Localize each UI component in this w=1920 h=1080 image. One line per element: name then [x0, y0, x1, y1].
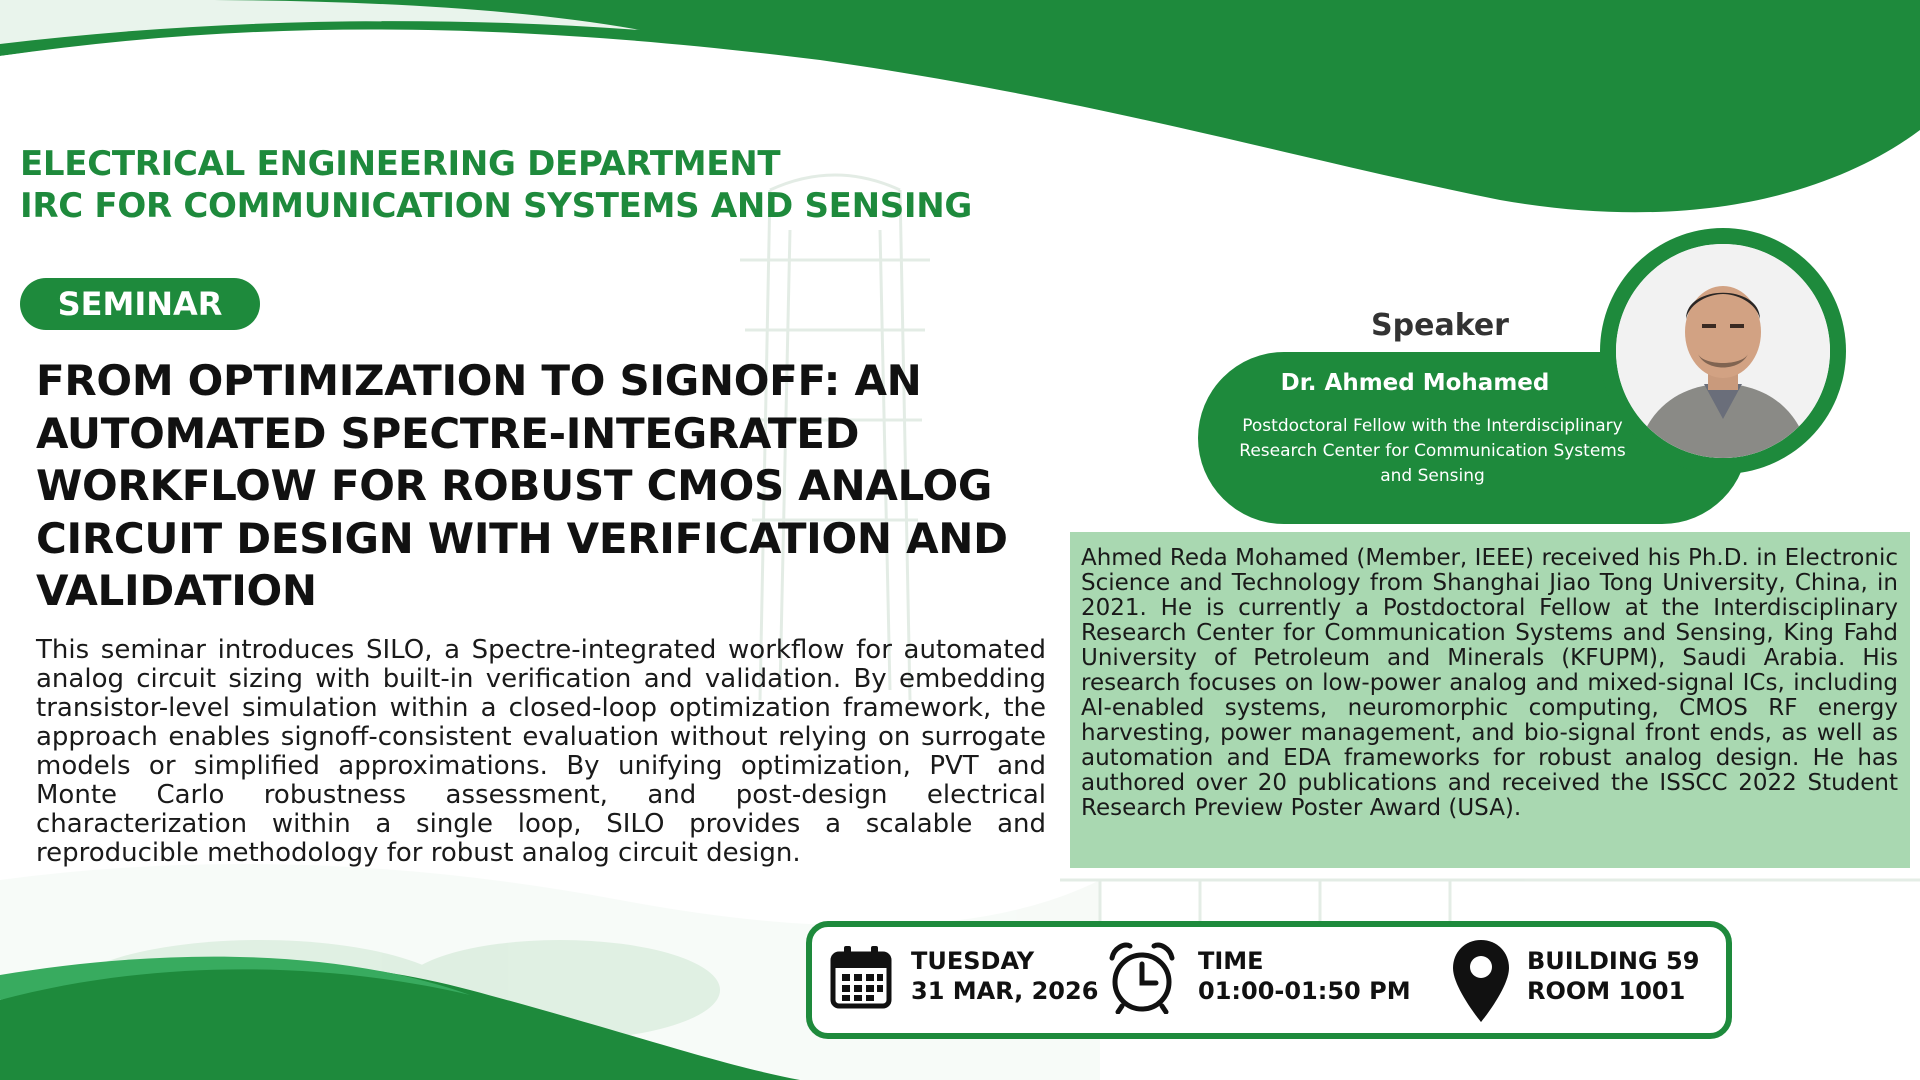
event-building: BUILDING 59	[1527, 947, 1700, 975]
event-time-label: TIME	[1198, 947, 1264, 975]
event-day: TUESDAY	[911, 947, 1035, 975]
research-center-name: IRC FOR COMMUNICATION SYSTEMS AND SENSING	[20, 186, 973, 226]
speaker-label: Speaker	[1371, 308, 1509, 343]
event-room: ROOM 1001	[1527, 977, 1686, 1005]
alarm-clock-icon	[1108, 940, 1176, 1014]
person-portrait-icon	[1616, 244, 1830, 458]
department-heading	[20, 143, 972, 227]
speaker-photo	[1616, 244, 1830, 458]
speaker-role: Postdoctoral Fellow with the Interdisciplinary Research Center for Communication Systems and Sensing	[1239, 416, 1626, 486]
speaker-bio: Ahmed Reda Mohamed (Member, IEEE) received his Ph.D. in Electronic Science and Technology from Shanghai Jiao Tong University, China, in 2021. He is currently a Postdoctoral Fellow at the Interdisciplinary Research Center for Communication Systems and Sensing, King Fahd University of Petroleum and Minerals (KFUPM), Saudi Arabia. His research focuses on low-power analog and mixed-signal ICs, including AI-enabled systems, neuromorphic computing, CMOS RF energy harvesting, power management, and bio-signal front ends, as well as automation and EDA frameworks for robust analog design. He has authored over 20 publications and received the ISSCC 2022 Student Research Preview Poster Award (USA).	[1081, 545, 1898, 821]
event-time: 01:00-01:50 PM	[1198, 977, 1411, 1005]
event-date: 31 MAR, 2026	[911, 977, 1099, 1005]
seminar-abstract: This seminar introduces SILO, a Spectre-integrated workflow for automated analog circuit sizing with built-in verification and validation. By embedding transistor-level simulation within a closed-loop optimization framework, the approach enables signoff-consistent evaluation without relying on surrogate models or simplified approximations. By unifying optimization, PVT and Monte Carlo robustness assessment, and post-design electrical characterization within a single loop, SILO provides a scalable and reproducible methodology for robust analog circuit design.	[36, 635, 1046, 868]
seminar-title: FROM OPTIMIZATION TO SIGNOFF: AN AUTOMATED SPECTRE-INTEGRATED WORKFLOW FOR ROBUST CMOS ANALOG CIRCUIT DESIGN WITH VERIFICATION AND VALIDATION	[36, 356, 1008, 615]
department-name: ELECTRICAL ENGINEERING DEPARTMENT	[20, 144, 781, 184]
map-pin-icon	[1451, 938, 1511, 1024]
seminar-badge: SEMINAR	[20, 278, 260, 330]
calendar-icon	[830, 944, 892, 1010]
speaker-name: Dr. Ahmed Mohamed	[1280, 370, 1550, 396]
